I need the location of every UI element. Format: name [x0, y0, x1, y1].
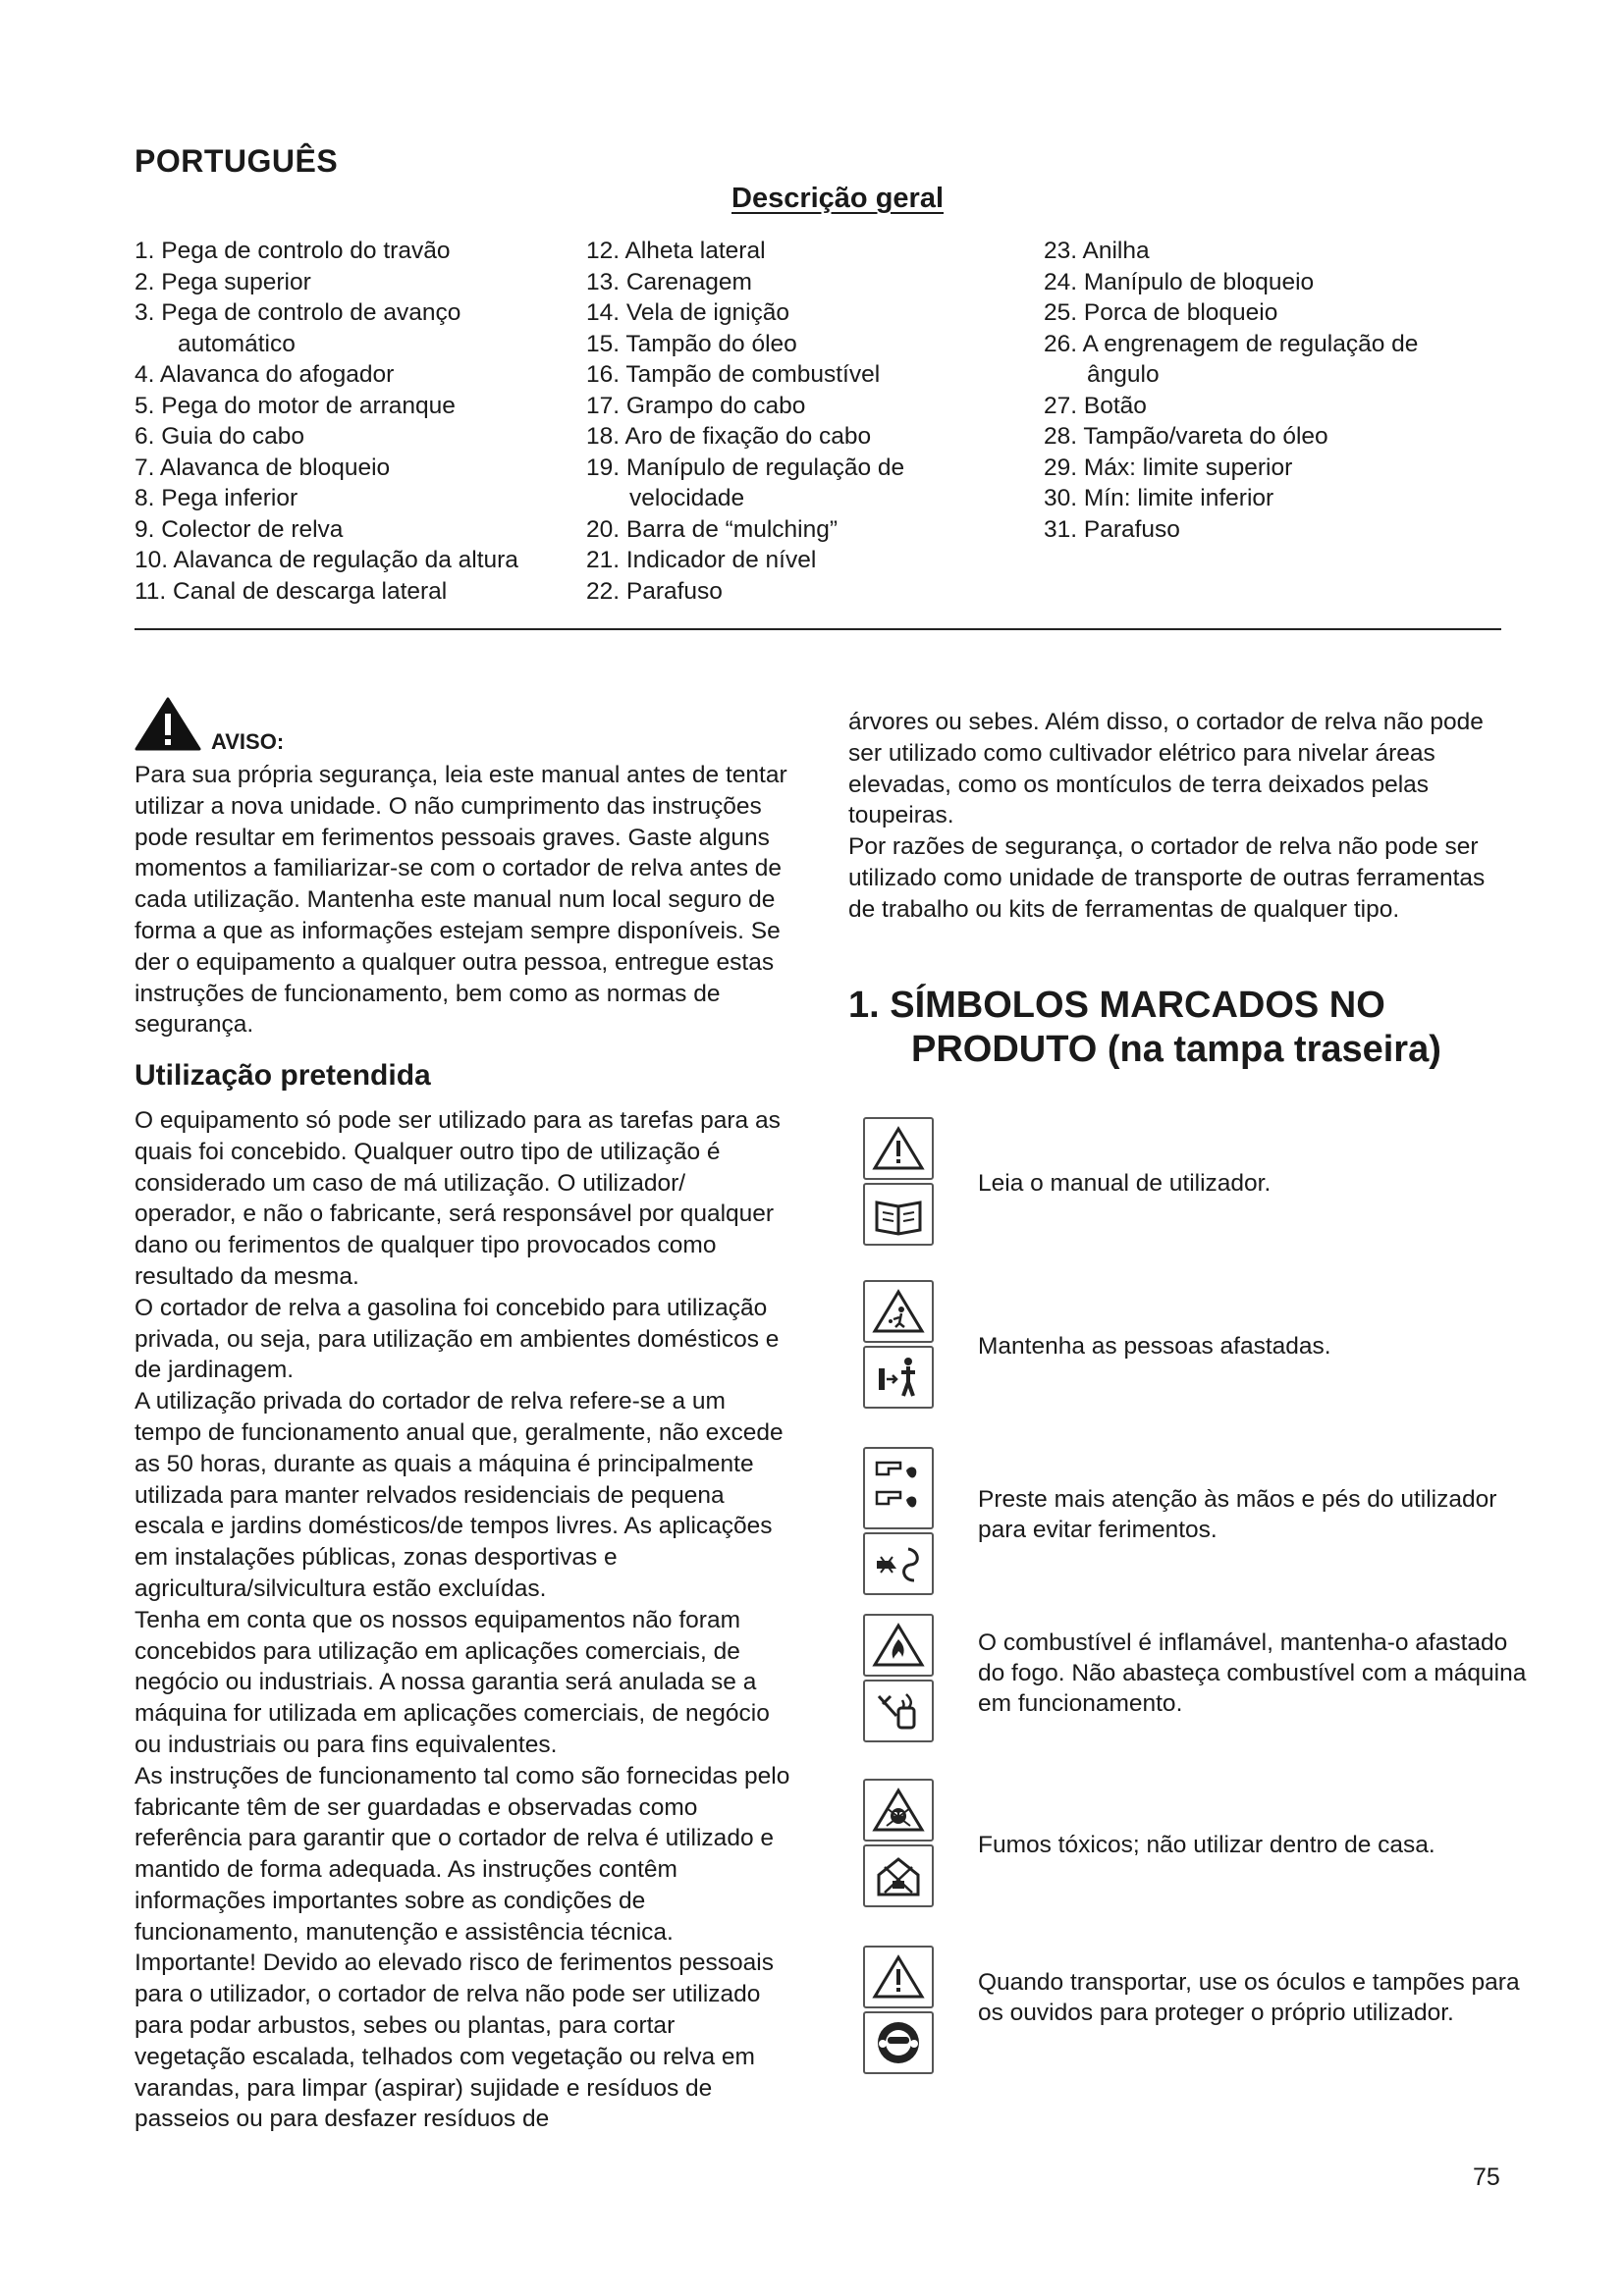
list-item: 20. Barra de “mulching” [586, 515, 839, 543]
list-item: 8. Pega inferior [135, 485, 298, 511]
description-title: Descrição geral [731, 183, 945, 214]
warning-header [135, 705, 792, 760]
list-item: 29. Máx: limite superior [1044, 454, 1293, 481]
foot-blade-icon [863, 1532, 934, 1595]
symbol-description: Preste mais atenção às mãos e pés do utilizador para evitar ferimentos. [978, 1486, 1497, 1543]
hand-blade-icon [863, 1447, 934, 1529]
list-item: 2. Pega superior [135, 268, 311, 295]
list-item: 11. Canal de descarga lateral [135, 577, 448, 605]
paragraph: O cortador de relva a gasolina foi concebido para utilização privada, ou seja, para utilização em ambientes domésticos e de jardinagem. [135, 1294, 780, 1384]
list-item: 15. Tampão do óleo [586, 330, 797, 357]
toxic-warning-icon [863, 1779, 934, 1842]
paragraph: O equipamento só pode ser utilizado para as tarefas para as quais foi concebido. Qualquer outro tipo de utilização é considerado um caso de má utilização. O utilizador/ operador, e não o fabricante, será responsável por qualquer dano ou ferimentos de qualquer tipo provocados como resultado da mesma. [135, 1106, 781, 1290]
fire-warning-icon [863, 1614, 934, 1677]
list-item: 13. Carenagem [586, 268, 752, 295]
list-item: 31. Parafuso [1044, 515, 1180, 543]
parts-list-col1 [135, 236, 518, 607]
paragraph: Importante! Devido ao elevado risco de ferimentos pessoais para o utilizador, o cortador de relva não pode ser utilizado para podar arbustos, sebes ou plantas, para cortar vegetação escalada, telhados com vegetação ou relva em varandas, para limpar (aspirar) sujidade e resíduos de passeios ou para desfazer resíduos de [135, 1949, 774, 2133]
paragraph: Por razões de segurança, o cortador de relva não pode ser utilizado como unidade de transporte de outras ferramentas de trabalho ou kits de ferramentas de qualquer tipo. [848, 833, 1486, 923]
list-item: 17. Grampo do cabo [586, 392, 806, 419]
flammable-fuel-icon [863, 1680, 934, 1742]
symbol-description: Fumos tóxicos; não utilizar dentro de casa. [978, 1832, 1435, 1858]
paragraph: árvores ou sebes. Além disso, o cortador de relva não pode ser utilizado como cultivador elétrico para nivelar áreas elevadas, como os montículos de terra deixados pelas toupeiras. [848, 709, 1484, 829]
heading-line: 1. SÍMBOLOS MARCADOS NO [848, 985, 1385, 1026]
list-item: 21. Indicador de nível [586, 547, 817, 573]
list-item: 22. Parafuso [586, 577, 723, 605]
read-manual-icon [863, 1183, 934, 1246]
symbol-description: O combustível é inflamável, mantenha-o afastado do fogo. Não abasteça combustível com a máquina em funcionamento. [978, 1629, 1527, 1717]
toxic-fumes-icon [863, 1844, 934, 1907]
list-item: 25. Porca de bloqueio [1044, 299, 1278, 326]
list-item: 27. Botão [1044, 392, 1147, 419]
list-item: 28. Tampão/vareta do óleo [1044, 423, 1328, 450]
paragraph: As instruções de funcionamento tal como são fornecidas pelo fabricante têm de ser guardadas e observadas como referência para garantir que o cortador de relva é utilizado e mantido de forma adequada. As instruções contêm informações importantes sobre as condições de funcionamento, manutenção e assistência técnica. [135, 1762, 790, 1946]
left-column [135, 705, 792, 2135]
list-item: 12. Alheta lateral [586, 238, 766, 264]
keep-bystanders-away-icon [863, 1346, 934, 1409]
parts-list-col2 [586, 236, 904, 607]
warning-label: AVISO: [211, 729, 285, 755]
list-item: 16. Tampão de combustível [586, 361, 881, 388]
list-item: 18. Aro de fixação do cabo [586, 423, 872, 450]
intended-use-heading: Utilização pretendida [135, 1059, 431, 1093]
list-item: 26. A engrenagem de regulação de [1044, 330, 1419, 357]
list-item: 5. Pega do motor de arranque [135, 392, 456, 419]
symbol-description: Mantenha as pessoas afastadas. [978, 1333, 1331, 1360]
list-item: velocidade [629, 485, 745, 511]
warning-triangle-icon [135, 696, 201, 760]
list-item: 23. Anilha [1044, 238, 1150, 264]
list-item: 4. Alavanca do afogador [135, 361, 395, 388]
list-item: automático [178, 330, 296, 357]
page-number: 75 [1473, 2163, 1500, 2191]
warning-text: Para sua própria segurança, leia este manual antes de tentar utilizar a nova unidade. O não cumprimento das instruções pode resultar em ferimentos pessoais graves. Gaste alguns momentos a familiarizar-se com o cortador de relva antes de cada utilização. Mantenha este manual num local seguro de forma a que as informações estejam sempre disponíveis. Se der o equipamento a qualquer outra pessoa, entregue estas instruções de funcionamento, bem como as normas de segurança. [135, 762, 787, 1039]
thrown-objects-icon [863, 1280, 934, 1343]
list-item: 10. Alavanca de regulação da altura [135, 547, 518, 573]
list-item: 24. Manípulo de bloqueio [1044, 268, 1315, 295]
language-heading: PORTUGUÊS [135, 143, 339, 179]
warning-triangle-icon [863, 1946, 934, 2008]
paragraph: Tenha em conta que os nossos equipamentos não foram concebidos para utilização em aplicações comerciais, de negócio ou industriais. A nossa garantia será anulada se a máquina for utilizada em aplicações comerciais, de negócio ou industriais ou para fins equivalentes. [135, 1606, 770, 1758]
symbols-section-heading [848, 984, 1536, 1072]
list-item: 6. Guia do cabo [135, 423, 304, 450]
list-item: 3. Pega de controlo de avanço [135, 299, 461, 326]
symbol-description: Leia o manual de utilizador. [978, 1170, 1272, 1197]
list-item: 9. Colector de relva [135, 515, 344, 543]
list-item: 7. Alavanca de bloqueio [135, 454, 391, 481]
list-item: 30. Mín: limite inferior [1044, 485, 1274, 511]
warning-triangle-icon [863, 1117, 934, 1180]
right-column [848, 707, 1496, 926]
section-divider [135, 628, 1501, 630]
list-item: 1. Pega de controlo do travão [135, 238, 451, 264]
eye-ear-protection-icon [863, 2011, 934, 2074]
symbol-description: Quando transportar, use os óculos e tampões para os ouvidos para proteger o próprio utilizador. [978, 1969, 1520, 2026]
paragraph: A utilização privada do cortador de relva refere-se a um tempo de funcionamento anual que, geralmente, não excede as 50 horas, durante as quais a máquina é principalmente utilizada para manter relvados residenciais de pequena escala e jardins domésticos/de tempos livres. As aplicações em instalações públicas, zonas desportivas e agricultura/silvicultura estão excluídas. [135, 1388, 784, 1602]
parts-list-col3 [1044, 236, 1418, 545]
list-item: 19. Manípulo de regulação de [586, 454, 905, 481]
list-item: 14. Vela de ignição [586, 299, 790, 326]
list-item: ângulo [1087, 361, 1160, 388]
heading-line: PRODUTO (na tampa traseira) [911, 1029, 1441, 1070]
